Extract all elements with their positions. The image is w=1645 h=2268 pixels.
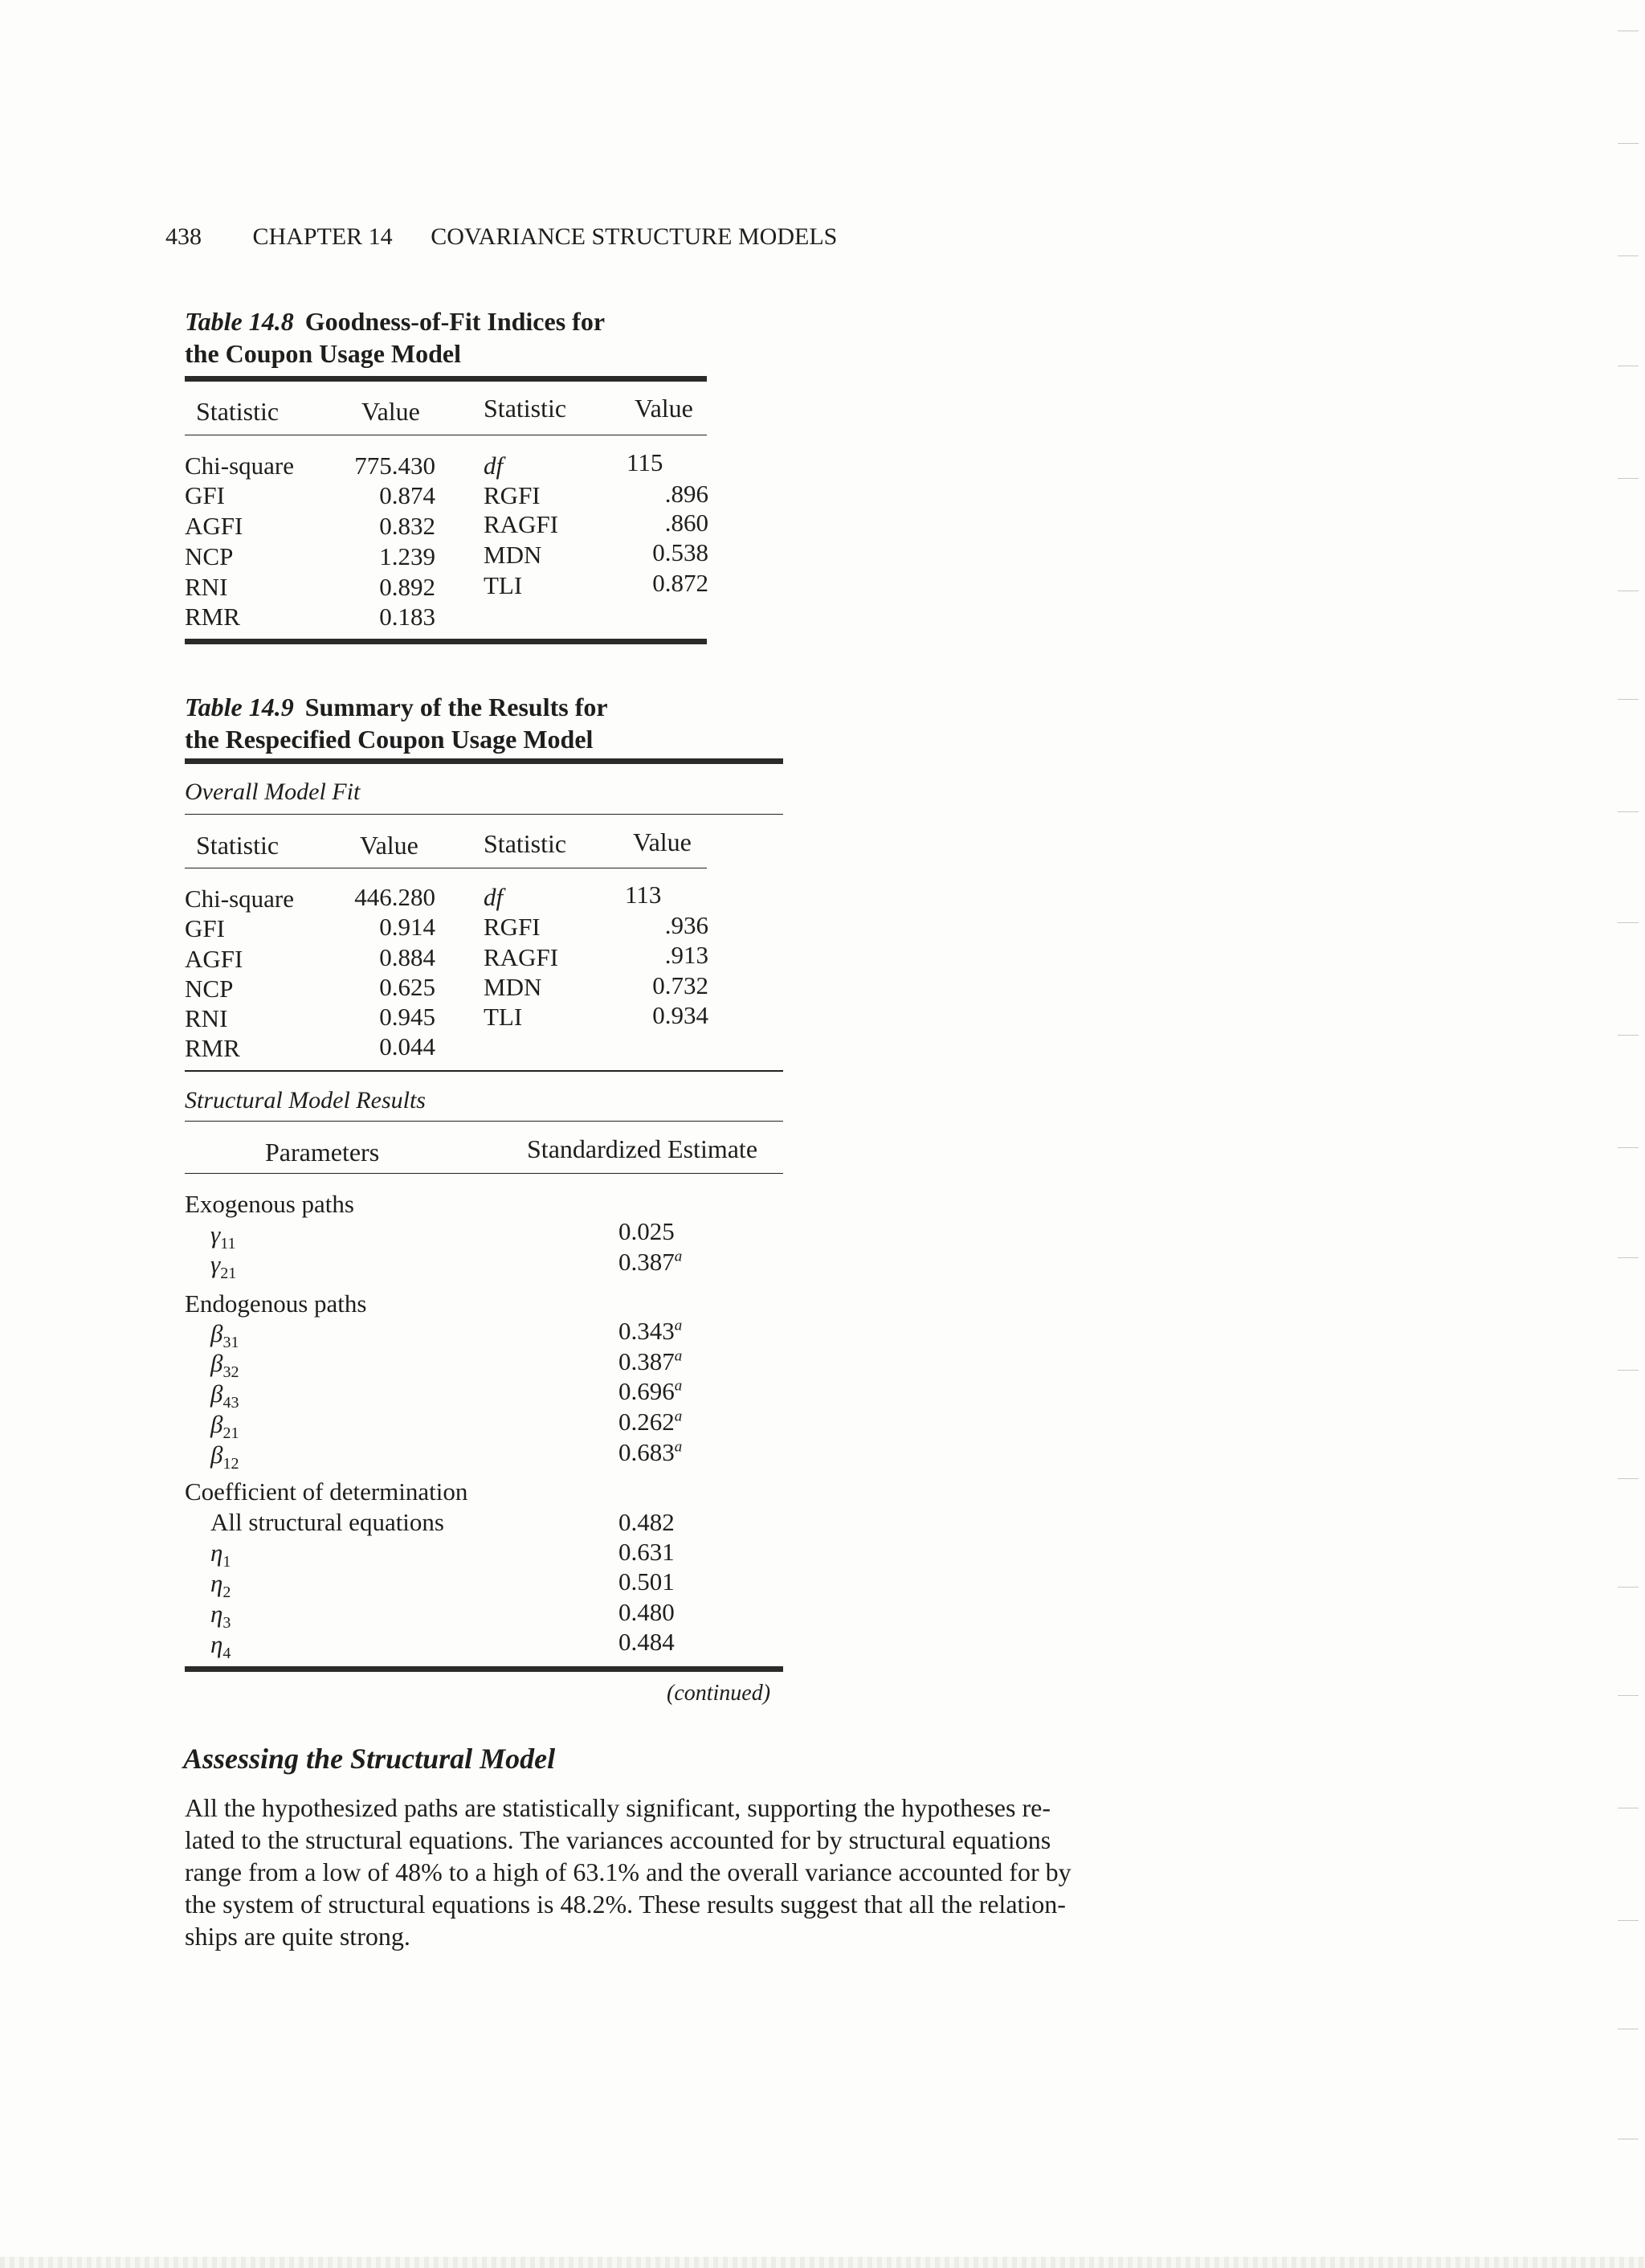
cell-value: 0.832 [379,512,435,540]
cell-stat: RAGFI [484,510,559,538]
col-header-statistic-1: Statistic [196,397,280,426]
cell-stat: AGFI [185,945,243,973]
estimate-value: 0.631 [618,1538,675,1566]
cell-value: 0.872 [652,569,708,597]
cell-value: 446.280 [354,883,435,911]
param-beta-12: $\beta_{12}$ [210,1440,239,1473]
param-eta-4: $\eta_4$ [210,1630,231,1663]
cell-stat: RNI [185,1004,228,1032]
table-bottom-rule [185,639,707,644]
cell-stat: MDN [484,973,542,1001]
col-header-value-1: Value [361,397,420,426]
estimate-value: 0.262$^a$ [618,1408,683,1436]
cell-stat: MDN [484,541,542,569]
paragraph-line: ships are quite strong. [185,1922,410,1951]
estimate-value: 0.025 [618,1217,675,1245]
significance-mark: a [674,1317,683,1334]
param-beta-31: $\beta_{31}$ [210,1319,239,1352]
cell-value: 0.945 [379,1003,435,1031]
estimate-value: 0.387$^a$ [618,1347,683,1375]
chapter-title: COVARIANCE STRUCTURE MODELS [431,223,838,250]
cell-value: 775.430 [354,452,435,480]
cell-stat: GFI [185,914,225,942]
table-label: Table 14.9 [185,693,294,721]
group-label-coefficient: Coefficient of determination [185,1477,468,1506]
param-eta-3: $\eta_3$ [210,1600,231,1633]
estimate-value: 0.482 [618,1508,675,1536]
cell-value: 0.538 [652,538,708,566]
col-header-value-2: Value [633,828,692,856]
scan-bottom-edge [0,2257,1645,2268]
paragraph-line: lated to the structural equations. The variances accounted for by structural equations [185,1825,1051,1854]
section-rule [185,1121,783,1122]
param-eta-2: $\eta_2$ [210,1569,231,1602]
running-header [165,223,837,251]
cell-stat: NCP [185,542,234,570]
col-header-statistic-2: Statistic [484,829,567,858]
cell-value: 0.914 [379,913,435,941]
cell-value: .860 [664,509,708,537]
cell-stat: AGFI [185,512,243,540]
cell-value: 0.884 [379,943,435,971]
param-beta-32: $\beta_{32}$ [210,1349,239,1382]
table-title-line2: the Respecified Coupon Usage Model [185,725,594,754]
table-label: Table 14.8 [185,307,294,336]
paragraph-line: range from a low of 48% to a high of 63.1% and the overall variance accounted for by [185,1857,1071,1886]
significance-mark: a [674,1347,683,1365]
section-heading: Assessing the Structural Model [183,1743,556,1775]
cell-value: 0.874 [379,481,435,509]
param-beta-43: $\beta_{43}$ [210,1379,239,1412]
label-all-structural-equations: All structural equations [210,1508,444,1536]
cell-stat: Chi-square [185,452,295,480]
significance-mark: a [674,1438,683,1456]
continued-note: (continued) [667,1681,771,1706]
estimate-value: 0.501 [618,1567,675,1596]
group-label-exogenous: Exogenous paths [185,1190,354,1218]
cell-stat: df [484,452,504,480]
col-header-statistic-2: Statistic [484,394,567,423]
cell-stat: df [484,883,504,911]
chapter-number: CHAPTER 14 [252,223,393,250]
significance-mark: a [674,1248,683,1265]
param-beta-21: $\beta_{21}$ [210,1410,239,1443]
table-title-line1: Summary of the Results for [304,693,608,721]
cell-stat: RNI [185,573,228,601]
section-rule [185,814,783,815]
table-title-line1: Goodness-of-Fit Indices for [304,307,606,336]
param-gamma-11: $\gamma_{11}$ [210,1220,236,1253]
table-14-9-caption [185,691,763,755]
estimate-value: 0.343$^a$ [618,1317,683,1345]
col-header-value-1: Value [360,831,418,860]
col-header-parameters: Parameters [265,1138,380,1167]
table-top-rule [185,758,783,764]
cell-stat: RMR [185,1034,240,1062]
cell-value: .896 [664,480,708,508]
cell-value: .936 [664,911,708,939]
estimate-value: 0.696$^a$ [618,1377,683,1405]
col-header-standardized-estimate: Standardized Estimate [527,1134,758,1163]
fit-bottom-rule [185,1070,783,1072]
col-header-value-2: Value [635,394,693,423]
cell-stat: RGFI [484,481,541,509]
paragraph-line: the system of structural equations is 48.2%. These results suggest that all the relation- [185,1890,1066,1919]
cell-value: 0.892 [379,573,435,601]
cell-stat: Chi-square [185,885,295,913]
cell-stat: TLI [484,1003,523,1031]
table-14-8-caption [185,305,763,370]
estimate-value: 0.387$^a$ [618,1248,683,1276]
cell-stat: RAGFI [484,943,559,971]
cell-value: 0.732 [652,971,708,999]
section-title-structural: Structural Model Results [185,1087,426,1114]
header-rule [185,1173,783,1174]
group-label-endogenous: Endogenous paths [185,1289,367,1318]
cell-value: 0.934 [652,1001,708,1029]
paragraph-line: All the hypothesized paths are statistically significant, supporting the hypotheses re- [185,1793,1051,1822]
cell-stat: RGFI [484,913,541,941]
param-eta-1: $\eta_1$ [210,1539,231,1571]
table-top-rule [185,376,707,382]
section-title-overall-fit: Overall Model Fit [185,778,361,805]
col-header-statistic-1: Statistic [196,831,280,860]
significance-mark: a [674,1408,683,1425]
cell-value: 1.239 [379,542,435,570]
page-number: 438 [165,223,202,250]
cell-value: 0.625 [379,973,435,1001]
estimate-value: 0.480 [618,1598,675,1626]
cell-stat: NCP [185,975,234,1003]
cell-stat: GFI [185,481,225,509]
table-title-line2: the Coupon Usage Model [185,339,462,368]
cell-stat: RMR [185,603,240,631]
cell-value: .913 [664,941,708,969]
estimate-value: 0.683$^a$ [618,1438,683,1466]
cell-value: 115 [627,448,663,476]
body-paragraph [185,1792,1197,1952]
cell-value: 113 [625,881,662,909]
param-gamma-21: $\gamma_{21}$ [210,1250,237,1283]
cell-stat: TLI [484,571,523,599]
cell-value: 0.044 [379,1032,435,1060]
significance-mark: a [674,1377,683,1395]
cell-value: 0.183 [379,603,435,631]
table-bottom-rule [185,1666,783,1672]
estimate-value: 0.484 [618,1628,675,1656]
